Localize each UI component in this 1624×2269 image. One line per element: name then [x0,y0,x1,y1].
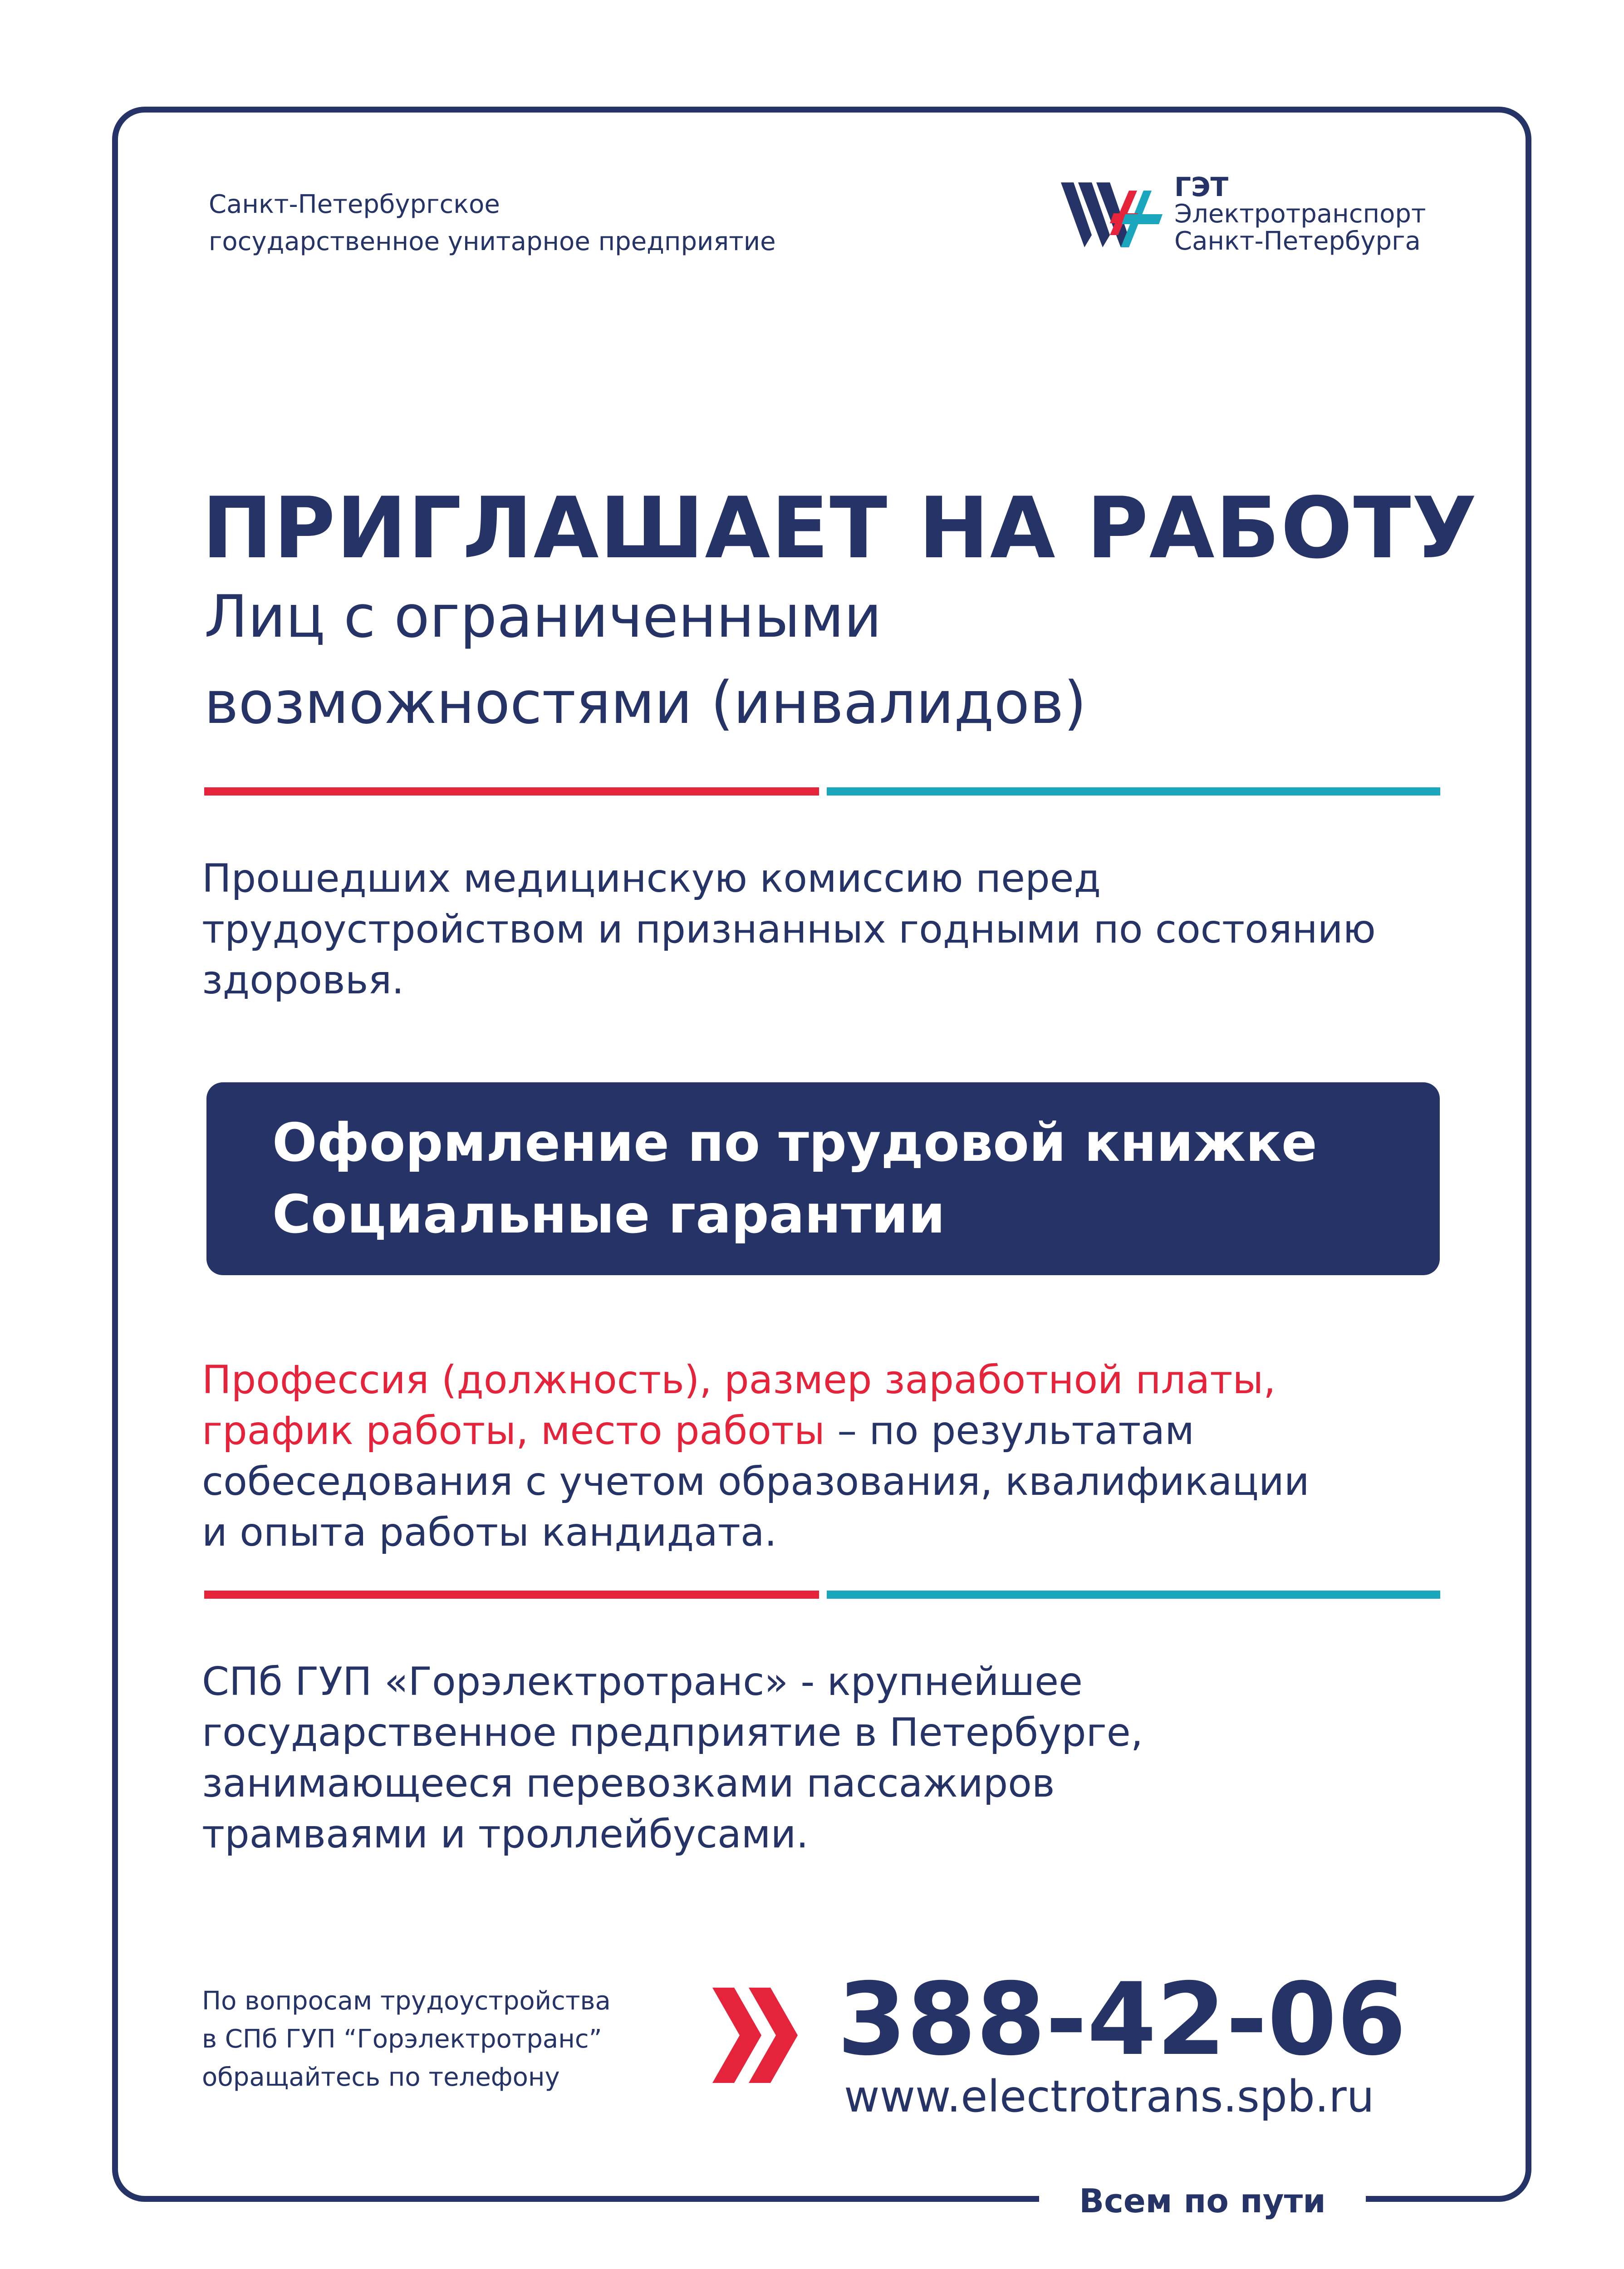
conditions-text [202,1355,1310,1558]
brand-name [1174,173,1426,255]
conditions-line: и опыта работы кандидата. [202,1510,777,1555]
contact-note-line: обращайтесь по телефону [202,2063,560,2092]
eligibility-line: трудоустройством и признанных годными по состоянию [202,907,1376,952]
contact-note-line: По вопросам трудоустройства [202,1986,611,2016]
phone-number[interactable]: 388-42-06 [837,1961,1407,2077]
subheadline [204,574,1086,747]
eligibility-line: здоровья. [202,958,404,1003]
eligibility-line: Прошедших медицинскую комиссию перед [202,856,1101,901]
brand-name-line: Санкт-Петербурга [1174,226,1421,256]
divider-red [204,1591,819,1599]
organization-line: государственное унитарное предприятие [209,227,776,256]
brand-abbr: ГЭТ [1174,172,1229,202]
website-link[interactable]: www.electrotrans.spb.ru [844,2071,1374,2122]
about-line: государственное предприятие в Петербурге, [202,1710,1143,1755]
logo-stripe [1122,214,1163,224]
divider-teal [827,787,1440,796]
subheadline-line: возможностями (инвалидов) [204,669,1087,737]
about-line: СПб ГУП «Горэлектротранс» - крупнейшее [202,1659,1083,1704]
eligibility-text [202,853,1376,1006]
double-chevron-right-icon [708,1983,803,2087]
divider-red [204,787,819,796]
conditions-accent: Профессия (должность), размер заработной платы, [202,1357,1276,1403]
about-text [202,1656,1143,1860]
divider-teal [827,1591,1440,1599]
organization-type [209,186,776,260]
conditions-line: – по результатам [824,1408,1194,1454]
headline: ПРИГЛАШАЕТ НА РАБОТУ [202,479,1478,577]
get-logo-icon [1057,172,1166,254]
about-line: занимающееся перевозками пассажиров [202,1761,1055,1806]
benefits-banner [206,1082,1440,1275]
benefit-line: Оформление по трудовой книжке [272,1112,1317,1174]
contact-note [202,1982,611,2097]
benefit-line: Социальные гарантии [272,1184,945,1245]
brand-name-line: Электротранспорт [1174,199,1426,229]
conditions-line: собеседования с учетом образования, квалификации [202,1459,1310,1504]
organization-line: Санкт-Петербургское [209,190,500,219]
about-line: трамваями и троллейбусами. [202,1812,809,1857]
chevron-right-icon [712,1988,761,2083]
slogan: Всем по пути [1079,2182,1326,2220]
conditions-accent: график работы, место работы [202,1408,825,1454]
contact-note-line: в СПб ГУП “Горэлектротранс” [202,2024,602,2054]
subheadline-line: Лиц с ограниченными [204,583,882,651]
